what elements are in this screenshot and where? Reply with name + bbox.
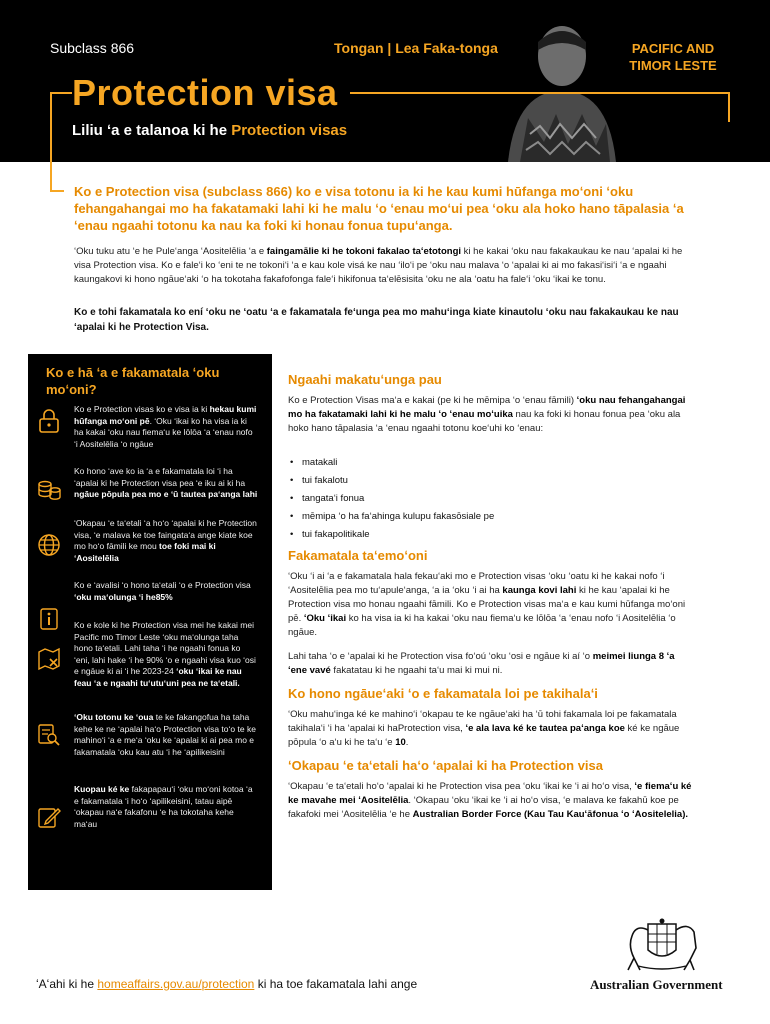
text: ki he kau ʻapalai ki he Protection visa mo honau ngaahi fāmili. Ko e Protection visas maʻa e kau kumi hūfanga moʻoni pē. <box>288 585 686 624</box>
panel-item-text <box>74 712 258 758</box>
pen-icon <box>36 804 62 830</box>
australian-government-logo-text: Australian Government <box>590 977 723 992</box>
text-bold: toe foki mai ki ʻAositelēlia <box>74 541 216 563</box>
text-bold: hekau kumi hūfanga moʻoni pē <box>74 404 257 426</box>
intro-body <box>74 245 694 287</box>
bracket-line <box>50 190 64 192</box>
text-bold: ʻe fiemaʻu ké ke mavahe mei ʻAositelēlia <box>288 781 692 806</box>
false-claims-heading: Ko hono ngāueʻaki ʻo e fakamatala loi pe takihalaʻi <box>288 686 598 701</box>
panel-item-text <box>74 620 258 689</box>
text: ʻOku ʻi ai ʻa e fakamatala hala fekauʻaki mo e Protection visas ʻoku ʻoatu ki he kakai nofo ʻi ʻAositelēlia pea mo tuʻapuleʻanga, ʻa ia ʻoku ʻi ai ha <box>288 571 665 596</box>
text: ʻOku mahuʻinga ké ke mahinoʻi ʻokapau te ke ngāueʻaki ha ʻū tohi fakamala loi pe fakamatala takihalaʻi ʻi ha ʻapalai ki haProtection visa, <box>288 709 677 734</box>
homeaffairs-link[interactable]: homeaffairs.gov.au/protection <box>97 977 255 991</box>
requirements-heading: Ngaahi makatuʻunga pau <box>288 372 442 387</box>
text-bold: ʻOku ʻikai <box>303 613 347 624</box>
list-item: • matakali <box>288 454 694 472</box>
text-bold: faingamālie ki he tokoni fakalao taʻetotongi <box>266 246 462 257</box>
document-search-icon <box>36 722 62 748</box>
map-x-icon <box>36 646 62 672</box>
text: ʻAʻahi ki he <box>36 977 98 991</box>
text-bold: 10 <box>395 737 406 748</box>
text-bold: Australian Border Force (Kau Tau Kauʻāfonua ʻo ʻAositelelia). <box>412 809 688 820</box>
list-item: • tangataʻi fonua <box>288 490 694 508</box>
text: ko ha visa ia ki ha kakai ʻoku nau fiemaʻu ke lōlōa ʻa ʻenau nofo ʻi Aositelēlia ʻo ngāue. <box>288 613 676 638</box>
text-bold: Kuopau ké ke <box>74 784 130 794</box>
intro-lead: Ko e Protection visa (subclass 866) ko e visa totonu ia ki he kau kumi hūfanga moʻoni ʻoku fehangahangai mo ha fakatamaki lahi ki he malu ʻo ʻenau moʻui pea ʻoku ala hoko hano tāpalasia ʻa ʻenau ngaahi totonu ka nau ka foki ki honau fonua tupuʻanga. <box>74 184 684 233</box>
panel-title: Ko e hā ʻa e fakamatala ʻoku moʻoni? <box>46 365 220 397</box>
portrait-photo <box>500 14 620 162</box>
refused-paragraph <box>288 780 694 822</box>
requirements-list <box>288 454 694 544</box>
list-item: • mēmipa ʻo ha faʻahinga kulupu fakasōsiale pe <box>288 508 694 526</box>
bracket-line <box>50 92 52 192</box>
text: . ʻOku ʻikai ko ha visa ia ki ha kakai ʻoku nau fiemaʻu ke lōlōa ʻa ʻenau nofo ʻi Aositelēlia ʻo ngāue <box>74 415 253 449</box>
text: Ko e Protection visas ko e visa ia ki <box>74 404 210 414</box>
text-bold: ʻoku nau fehangahangai mo ha fakatamaki lahi ki he malu ʻo ʻenau moʻuika <box>288 395 686 420</box>
coat-of-arms-icon <box>618 918 706 974</box>
list-item: • tui fakalotu <box>288 472 694 490</box>
text: Ko hono ʻave ko ia ʻa e fakamatala loi ʻi ha ʻapalai ki he Protection visa pea ʻe iku ai ki ha <box>74 466 246 488</box>
text: ki ha toe fakamatala lahi ange <box>254 977 418 991</box>
false-info-heading: Fakamatala taʻemoʻoni <box>288 548 428 563</box>
text-bold: ʻe ala lava ké ke tautea paʻanga koe <box>465 723 625 734</box>
refused-heading: ʻOkapau ʻe taʻetali haʻo ʻapalai ki ha Protection visa <box>288 758 604 773</box>
panel-item-text <box>74 404 258 450</box>
text: fakatatau ki he ngaahi taʻu mai ki mui ni. <box>330 665 503 676</box>
text: ki he kakai ʻoku nau fakakaukau ke nau ʻapalai ki he visa Protection visa. Ko e faleʻi ko ʻeni te ne tokoniʻi ʻa e kau kole visá ke nau ʻiloʻi pe ʻoku nau malava ʻo ʻapalai ki ai mo fakasiʻisiʻi ʻa e ngaahi kaungakovi ki hono ngāueʻaki ʻo ha tokotaha fakafofonga faleʻi hikifonua taʻelēsisita ʻoku ne ala ʻoatu ha faleʻi ʻoku ʻikai ke tonu. <box>74 246 683 285</box>
footer-text <box>36 977 417 991</box>
bracket-line <box>728 92 730 122</box>
text: Ko e Protection Visas maʻa e kakai (pe ki he mēmipa ʻo ʻenau fāmili) <box>288 395 577 406</box>
text: ʻOku tuku atu ʻe he Puleʻanga ʻAositelēlia ʻa e <box>74 246 267 257</box>
text: ʻOkapau ʻe taʻetali ʻa hoʻo ʻapalai ki he Protection visa, ʻe malava ke toe faingataʻa ange kiate koe mo hoʻo fāmili ke mou <box>74 518 257 551</box>
text-bold: ʻOku totonu ke ʻoua <box>74 712 154 722</box>
lock-icon <box>36 408 62 434</box>
false-info-paragraph-2 <box>288 650 694 678</box>
text: . ʻOkapau ʻoku ʻikai ke ʻi ai hoʻo visa, ʻe malava ke fakahū koe pe fakafoki mei ʻAositelēlia ʻe he <box>288 795 679 820</box>
text-bold: ʻoku maʻolunga ʻi he85% <box>74 591 173 602</box>
text: Ko e ʻavalisi ʻo hono taʻetali ʻo e Protection visa <box>74 580 251 590</box>
text: ʻOkapau ʻe taʻetali hoʻo ʻapalai ki he Protection visa pea ʻoku ʻikai ke ʻi ai hoʻo visa, <box>288 781 635 792</box>
page-subtitle <box>72 122 347 139</box>
requirements-intro <box>288 394 694 436</box>
panel-item-text <box>74 580 258 603</box>
text-bold: ʻoku ʻikai ke nau feau ʻa e ngaahi tuʻutuʻuni pea ne taʻetali. <box>74 666 242 688</box>
text: Ko e kole ki he Protection visa mei he kakai mei Pacific mo Timor Leste ʻoku maʻolunga taha hono taʻetali. Lahi taha ʻi he ngaahi fonua ko ʻeni, lahi hake ʻi he 90% ʻo e ngaahi visa kuo ʻosi e ngāue ki ai ʻi he 2023-24 <box>74 620 256 676</box>
text: ké ke ngāue pōpula ʻo aʻu ki he taʻu ʻe <box>288 723 680 748</box>
coins-icon <box>36 476 62 502</box>
intro-note: Ko e tohi fakamatala ko ení ʻoku ne ʻoatu ʻa e fakamatala feʻunga pea mo mahuʻinga kiate kinautolu ʻoku nau fakakaukau ke nau ʻapalai ki he Protection Visa. <box>74 307 679 333</box>
text: fakapapauʻi ʻoku moʻoni kotoa ʻa e fakamatala ʻi hoʻo ʻapilikeisini, tatau aipē ʻokapau naʻe fakafonu ʻe ha tokotaha kehe maʻau <box>74 784 253 829</box>
false-claims-paragraph <box>288 708 694 750</box>
language-label: Tongan | Lea Faka-tonga <box>334 40 498 56</box>
text: Lahi taha ʻo e ʻapalai ki he Protection visa foʻoú ʻoku ʻosi e ngāue ki aí ʻo <box>288 651 593 662</box>
false-info-paragraph-1 <box>288 570 694 640</box>
text: te ke fakangofua ha taha kehe ke ne ʻapalai haʻo Protection visa toʻo te ke mahinoʻi ʻa e meʻa ʻoku ke ʻapalai ki ai pea mo e fakamatala ʻoku kau atu ʻi he ʻapilikeisini <box>74 712 256 757</box>
subtitle-highlight: Protection visas <box>231 122 348 139</box>
header-banner <box>0 0 770 162</box>
bracket-line <box>350 92 730 94</box>
text-bold: meimei liunga 8 ʻa ʻene vavé <box>288 651 675 676</box>
globe-icon <box>36 532 62 558</box>
text-bold: ngāue pōpula pea mo e ʻū tautea paʻanga lahi <box>74 489 258 499</box>
subtitle-text: Liliu ʻa e talanoa ki he <box>72 122 232 139</box>
list-item: • tui fakapolitikale <box>288 526 694 544</box>
page-title: Protection visa <box>72 72 348 114</box>
panel-item-text <box>74 466 258 501</box>
region-label: PACIFIC AND TIMOR LESTE <box>629 41 717 73</box>
info-icon <box>36 606 62 632</box>
panel-item-text <box>74 784 258 830</box>
subclass-label: Subclass 866 <box>50 40 135 56</box>
text: . <box>405 737 409 748</box>
text-bold: kaunga kovi lahi <box>502 585 577 596</box>
panel-item-text <box>74 518 258 564</box>
text: nau ka foki ki honau fonua pea ʻoku ala hoko hano tāpalasia ʻa ʻenau ngaahi totonu koeʻuhi ko ʻenau: <box>288 409 681 434</box>
